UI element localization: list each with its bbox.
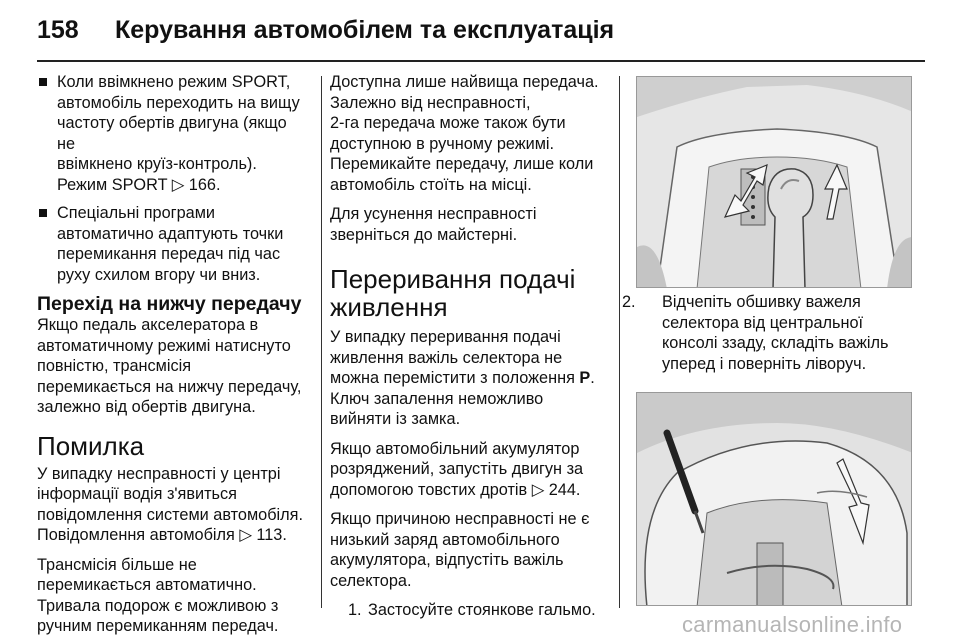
bullet-sport-mode: Коли ввімкнено режим SPORT, автомобіль переходить на вищу частоту обертів двигуна (якщо не ввімкнено круїз-контроль). Режим SPORT ▷ 166.: [37, 72, 309, 195]
page-number: 158: [37, 16, 79, 44]
battery-text: Якщо автомобільний акумулятор розряджений, запустіть двигун за допомогою товстих дротів ▷ 244.: [330, 439, 584, 499]
column-1: [37, 72, 309, 642]
watermark: carmanualsonline.info: [682, 612, 903, 637]
selector-lever-drawing: [637, 77, 912, 288]
column-divider: [619, 76, 620, 608]
selector-lever-illustration: [636, 76, 912, 288]
column-divider: [321, 76, 322, 608]
step-2: 2. Відчепіть обшивку важеля селектора від центральної консолі ззаду, складіть важіль уперед і поверніть ліворуч.: [622, 293, 889, 373]
header-rule: [37, 60, 925, 62]
kickdown-heading: Перехід на нижчу передачу: [37, 293, 302, 315]
step-1: 1. Застосуйте стоянкове гальмо.: [348, 601, 596, 619]
page-header: [37, 16, 614, 48]
workshop-text: Для усунення несправності зверніться до майстерні.: [330, 205, 537, 244]
trim-removal-illustration: [636, 392, 912, 606]
release-lever-text: Якщо причиною несправності не є низький заряд автомобільного акумулятора, відпустіть важіль селектора.: [330, 510, 590, 590]
chapter-title: Керування автомобілем та експлуатація: [115, 16, 615, 44]
trim-removal-drawing: [637, 393, 912, 606]
column-3: [622, 72, 924, 606]
bullet-special-programs: Спеціальні програми автоматично адаптують точки перемикання передач під час руху схилом вгору чи вниз.: [37, 203, 309, 285]
kickdown-text: Якщо педаль акселератора в автоматичному режимі натиснуто повністю, трансмісія перемикається на нижчу передачу, залежно від обертів двигуна.: [37, 316, 302, 416]
fault-continued-text: Доступна лише найвища передача. Залежно від несправності, 2-га передача може також бути доступною в ручному режимі. Перемикайте передачу, лише коли автомобіль стоїть на місці.: [330, 73, 599, 194]
fault-text-2: Трансмісія більше не перемикається автоматично. Тривала подорож є можливою з ручним перемиканням передач.: [37, 555, 279, 635]
power-interruption-text: У випадку переривання подачі живлення важіль селектора не можна перемістити з положення P. Ключ запалення неможливо вийняти із замка.: [330, 328, 595, 428]
position-p-label: P: [579, 369, 591, 387]
fault-text: У випадку несправності у центрі інформації водія з'явиться повідомлення системи автомобіля. Повідомлення автомобіля ▷ 113.: [37, 464, 303, 544]
column-2: [330, 72, 606, 621]
fault-heading: Помилка: [37, 430, 145, 461]
power-interruption-heading: Переривання подачі живлення: [330, 264, 576, 322]
